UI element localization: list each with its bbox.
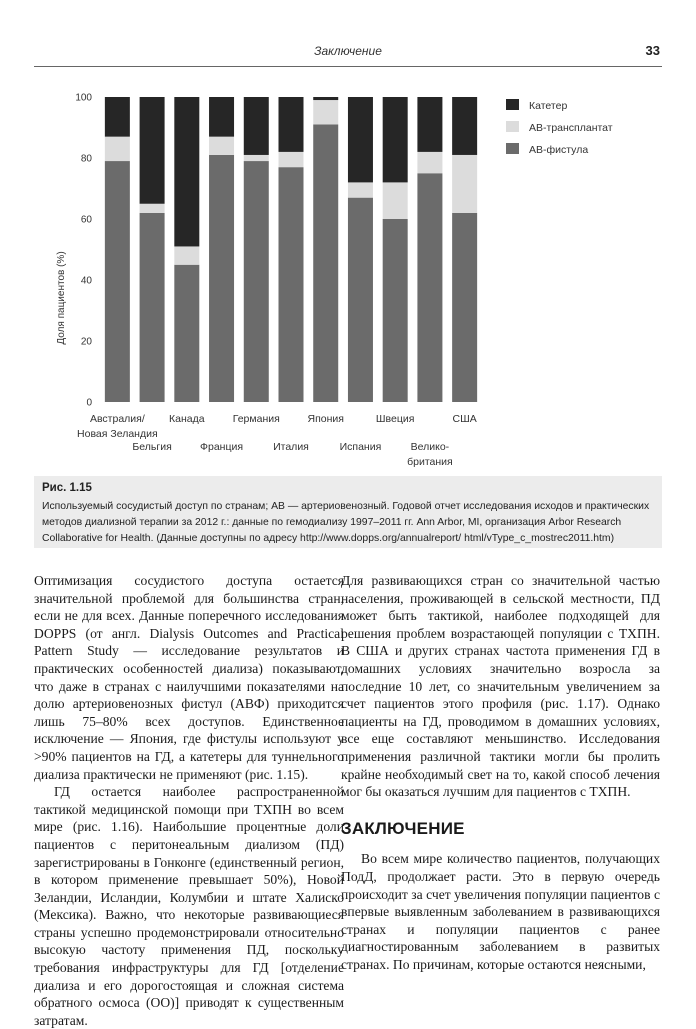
category-label: Италия: [273, 441, 309, 453]
category-label: Канада: [169, 413, 205, 425]
legend-label: АВ-трансплантат: [529, 122, 613, 134]
bars: [105, 97, 477, 402]
bar-segment: [417, 173, 442, 402]
category-label: США: [452, 413, 477, 425]
legend-label: АВ-фистула: [529, 144, 589, 156]
category-label: Велико-британия: [407, 441, 453, 468]
bar-segment: [383, 182, 408, 219]
y-tick-label: 80: [80, 153, 92, 165]
bar-segment: [452, 213, 477, 402]
legend-label: Катетер: [529, 100, 568, 112]
x-axis-labels: [77, 413, 477, 468]
bar-segment: [348, 182, 373, 197]
bar-segment: [279, 152, 304, 167]
y-tick-label: 0: [86, 397, 92, 409]
bar-segment: [313, 100, 338, 124]
bar-segment: [244, 155, 269, 161]
left-column: [34, 572, 344, 1029]
legend-swatch: [506, 121, 519, 132]
y-tick-label: 60: [80, 214, 92, 226]
bar-segment: [383, 97, 408, 182]
category-label: Япония: [307, 413, 344, 425]
bar-segment: [140, 97, 165, 204]
y-axis: [75, 93, 92, 409]
bar-segment: [140, 204, 165, 213]
y-tick-label: 100: [75, 92, 92, 104]
bar-segment: [452, 97, 477, 155]
y-axis-label: Доля пациентов (%): [56, 251, 67, 345]
bar-segment: [279, 97, 304, 152]
right-column: [341, 572, 660, 973]
page-number: 33: [645, 43, 660, 58]
vascular-access-chart: [0, 80, 696, 472]
bar-segment: [209, 97, 234, 137]
y-tick-label: 20: [80, 336, 92, 348]
legend-swatch: [506, 143, 519, 154]
bar-segment: [140, 213, 165, 402]
bar-segment: [174, 265, 199, 402]
paragraph: ГД остается наиболее распространенной тактикой медицинской помощи при ТХПН во всем мире (рис. 1.16). Наибольшие процентные доли пациентов с перитонеальным диализом (ПД) зарегистрированы в Гонконге (единственный регион, в котором применение превышает 50%), Новой Зеландии, Исландии, Колумбии и штате Халиско (Мексика). Важно, что некоторые развивающиеся страны успешно продемонстрировали относительно высокую частоту применения ПД, поскольку требования инфраструктуры для ГД [отделение диализа и его дорогостоящая и сложная система обратного осмоса (ОО)] приводят к существенным затратам.: [34, 784, 344, 1028]
bar-segment: [348, 198, 373, 402]
figure-caption: Используемый сосудистый доступ по странам; АВ — артериовенозный. Годовой отчет исследования исходов и практических методов диализной терапии за 2012 г.: данные по гемодиализу 1997–2011 гг. Ann Arbor, MI, организация Arbor Research Collaborative for Health. (Данные доступны по адресу http://www.dopps.org/annualreport/ html/vType_c_mostrec2011.htm): [42, 501, 650, 544]
bar-segment: [244, 161, 269, 402]
paragraph: Оптимизация сосудистого доступа остается значительной проблемой для большинства стран, если не для всех. Данные поперечного исследования DOPPS (от англ. Dialysis Outcomes and Practical Pattern Study — исследование результатов и практических особенностей диализа) показывают, что даже в странах с наилучшими показателями на долю артериовенозных фистул (АВФ) приходится лишь 75–80% всех доступов. Единственное исключение — Япония, где фистулы используют у >90% пациентов на ГД, а катетеры для туннельного диализа практически не применяют (рис. 1.15).: [34, 573, 344, 782]
bar-segment: [279, 167, 304, 402]
category-label: Франция: [200, 441, 244, 453]
bar-segment: [244, 97, 269, 155]
bar-segment: [209, 137, 234, 155]
paragraph: Во всем мире количество пациентов, получающих ПодД, продолжает расти. Это в первую очередь происходит за счет увеличения популяции пациентов с впервые выявленным заболеванием в развивающихся странах и популяции пациентов с ранее диагностированным заболеванием в развитых странах. По причинам, которые остаются неясными,: [341, 851, 660, 972]
category-label: Бельгия: [132, 441, 172, 453]
figure-label: Рис. 1.15: [42, 482, 92, 494]
category-label: Испания: [339, 441, 382, 453]
bar-segment: [105, 137, 130, 161]
paragraph: Для развивающихся стран со значительной частью населения, проживающей в сельской местности, ПД может быть тактикой, наиболее подходящей для решения проблем возрастающей популяции с ТХПН. В США и других странах частота применения ГД в домашних условиях значительно возросла за последние 10 лет, со значительным увеличением за счет пациентов этого профиля (рис. 1.17). Однако пациенты на ГД, проводимом в домашних условиях, все еще составляют меньшинство. Исследования применения различной тактики могли бы пролить крайне необходимый свет на то, какой способ лечения мог бы оказаться лучшим для пациентов с ТХПН.: [341, 573, 660, 800]
bar-segment: [174, 97, 199, 246]
bar-segment: [313, 124, 338, 402]
section-heading: ЗАКЛЮЧЕНИЕ: [341, 818, 465, 838]
bar-segment: [383, 219, 408, 402]
bar-segment: [417, 152, 442, 173]
legend-swatch: [506, 99, 519, 110]
header-rule: [34, 66, 662, 67]
bar-segment: [105, 97, 130, 137]
bar-segment: [417, 97, 442, 152]
category-label: Швеция: [375, 413, 415, 425]
category-label: Австралия/ Новая Зеландия: [77, 413, 158, 440]
legend: [506, 99, 613, 156]
bar-segment: [174, 246, 199, 264]
running-head: Заключение: [314, 44, 382, 58]
bar-segment: [209, 155, 234, 402]
bar-segment: [452, 155, 477, 213]
bar-segment: [348, 97, 373, 182]
bar-segment: [313, 97, 338, 100]
category-label: Германия: [232, 413, 280, 425]
y-tick-label: 40: [80, 275, 92, 287]
bar-segment: [105, 161, 130, 402]
